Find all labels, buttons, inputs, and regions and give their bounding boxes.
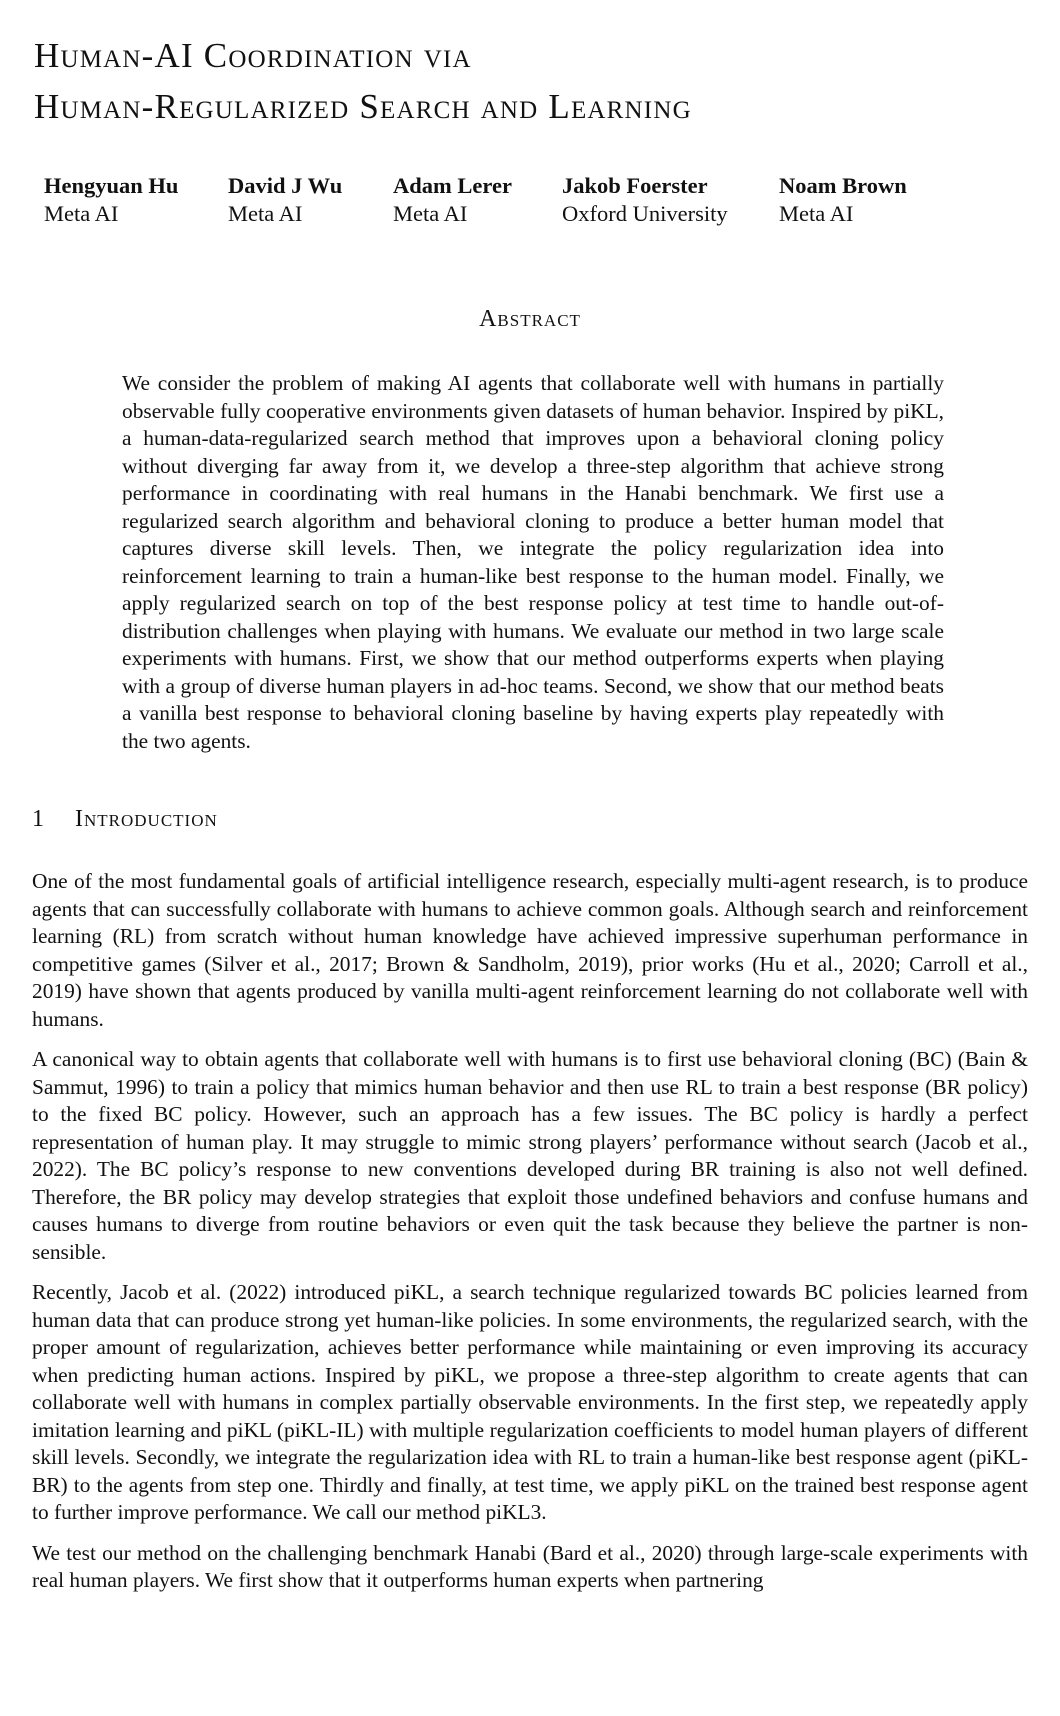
author-affiliation: Meta AI [393,201,468,226]
title-line-2: Human-Regularized Search and Learning [34,87,692,126]
author-affiliation: Meta AI [228,201,303,226]
section-title: Introduction [75,806,218,832]
author-affiliation: Meta AI [44,201,119,226]
author-name: David J Wu [228,173,343,198]
section-heading-introduction [32,806,218,833]
author-list [32,172,1028,232]
author-name: Adam Lerer [393,173,512,198]
author-5 [779,172,907,228]
author-2 [228,172,342,228]
author-name: Jakob Foerster [562,173,708,198]
author-affiliation: Oxford University [562,201,728,226]
title-line-1: Human-AI Coordination via [34,36,472,75]
section-number: 1 [32,806,45,832]
abstract-heading: Abstract [479,306,581,332]
body-paragraph: A canonical way to obtain agents that collaborate well with humans is to first use behavioral cloning (BC) (Bain & Sammut, 1996) to train a policy that mimics human behavior and then use RL to train a best response (BR policy) to the fixed BC policy. However, such an approach has a few issues. The BC policy is hardly a perfect representation of human play. It may struggle to mimic strong players’ performance without search (Jacob et al., 2022). The BC policy’s response to new conventions developed during BR training is also not well defined. Therefore, the BR policy may develop strategies that exploit those undefined behaviors and confuse humans and causes humans to diverge from routine behaviors or even quit the task because they believe the partner is non-sensible. [32,1047,1028,1264]
body-paragraph: One of the most fundamental goals of artificial intelligence research, especially multi-agent research, is to produce agents that can successfully collaborate with humans to achieve common goals. Although search and reinforcement learning (RL) from scratch without human knowledge have achieved impressive superhuman performance in competitive games (Silver et al., 2017; Brown & Sandholm, 2019), prior works (Hu et al., 2020; Carroll et al., 2019) have shown that agents produced by vanilla multi-agent reinforcement learning do not collaborate well with humans. [32,869,1028,1031]
author-name: Hengyuan Hu [44,173,179,198]
author-1 [44,172,178,228]
author-4 [562,172,728,228]
paper-title [32,30,1028,132]
author-affiliation: Meta AI [779,201,854,226]
abstract-text: We consider the problem of making AI agents that collaborate well with humans in partially observable fully cooperative environments given datasets of human behavior. Inspired by piKL, a human-data-regularized search method that improves upon a behavioral cloning policy without diverging far away from it, we develop a three-step algorithm that achieve strong performance in coordinating with real humans in the Hanabi benchmark. We first use a regularized search algorithm and behavioral cloning to produce a better human model that captures diverse skill levels. Then, we integrate the policy regularization idea into reinforcement learning to train a human-like best response to the human model. Finally, we apply regularized search on top of the best response policy at test time to handle out-of-distribution challenges when playing with humans. We evaluate our method in two large scale experiments with humans. First, we show that our method outperforms experts when playing with a group of diverse human players in ad-hoc teams. Second, we show that our method beats a vanilla best response to behavioral cloning baseline by having experts play repeatedly with the two agents. [122,371,944,753]
author-3 [393,172,512,228]
introduction-body [32,868,1028,1608]
author-name: Noam Brown [779,173,907,198]
paper-page [32,30,1028,1592]
body-paragraph: We test our method on the challenging benchmark Hanabi (Bard et al., 2020) through large-scale experiments with real human players. We first show that it outperforms human experts when partnering [32,1540,1028,1592]
body-paragraph: Recently, Jacob et al. (2022) introduced piKL, a search technique regularized towards BC policies learned from human data that can produce strong yet human-like policies. In some environments, the regularized search, with the proper amount of regularization, achieves better performance while maintaining or even improving its accuracy when predicting human actions. Inspired by piKL, we propose a three-step algorithm to create agents that can collaborate well with humans in complex partially observable environments. In the first step, we repeatedly apply imitation learning and piKL (piKL-IL) with multiple regularization coefficients to model human players of different skill levels. Secondly, we integrate the regularization idea with RL to train a human-like best response agent (piKL-BR) to the agents from step one. Thirdly and finally, at test time, we apply piKL on the trained best response agent to further improve performance. We call our method piKL3. [32,1280,1028,1524]
